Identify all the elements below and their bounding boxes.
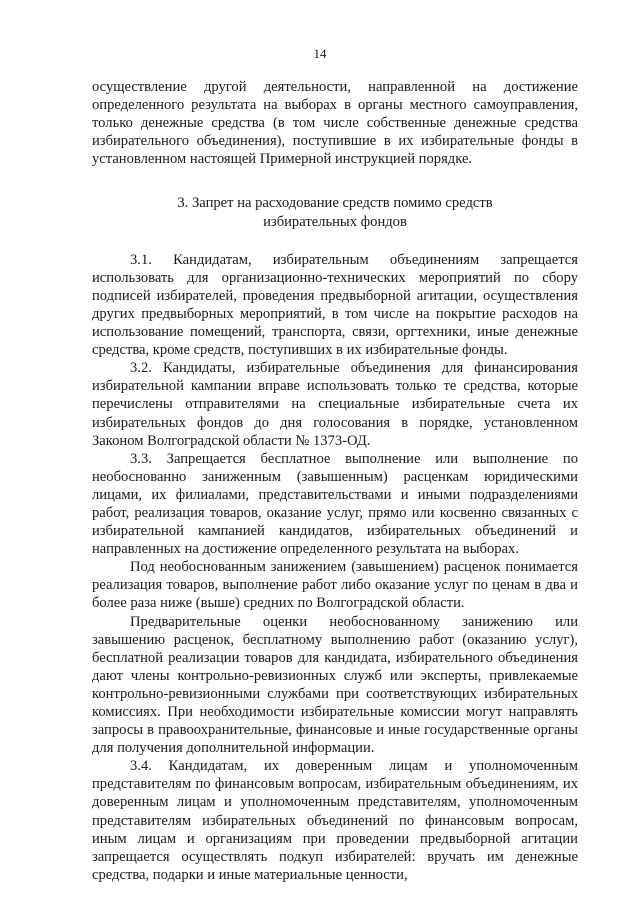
section-heading-line-2: избирательных фондов (263, 213, 407, 230)
paragraph-underpricing-definition: Под необоснованным занижением (завышением) расценок понимается реализация товаров, выполнение работ либо оказание услуг по ценам в два и более раза ниже (выше) средних по Волгоградской области. (92, 559, 578, 612)
paragraph-3-2: 3.2. Кандидаты, избирательные объединения для финансирования избирательной кампании вправе использовать только те средства, которые перечислены отправителями на специальные избирательные счета их избирательных фондов до дня голосования в порядке, установленном Законом Волгоградской области № 1373-ОД. (92, 360, 578, 449)
section-heading-line-1: 3. Запрет на расходование средств помимо средств (177, 195, 493, 212)
section-heading (92, 194, 578, 230)
paragraph-preliminary-assessment: Предварительные оценки необоснованному занижению или завышению расценок, бесплатному выполнению работ (оказанию услуг), бесплатной реализации товаров для кандидата, избирательного объединения дают члены контрольно-ревизионных служб или эксперты, привлекаемые контрольно-ревизионными службами при соответствующих избирательных комиссиях. При необходимости избирательные комиссии могут направлять запросы в правоохранительные, финансовые и иные государственные органы для получения дополнительной информации. (92, 613, 578, 757)
paragraph-3-1: 3.1. Кандидатам, избирательным объединениям запрещается использовать для организационно-технических мероприятий по сбору подписей избирателей, проведения предвыборной агитации, осуществления других предвыборных мероприятий, в том числе на покрытие расходов на использование помещений, транспорта, связи, оргтехники, иные денежные средства, кроме средств, поступивших в их избирательные фонды. (92, 251, 578, 359)
document-body (92, 78, 578, 884)
paragraph-3-4: 3.4. Кандидатам, их доверенным лицам и уполномоченным представителям по финансовым вопросам, избирательным объединениям, их доверенным лицам и уполномоченным представителям, уполномоченным представителям избирательных объединений по финансовым вопросам, иным лицам и организациям при проведении предвыборной агитации запрещается осуществлять подкуп избирателей: вручать им денежные средства, подарки и иные материальные ценности, (92, 758, 578, 883)
page-number: 14 (313, 46, 327, 61)
paragraph-3-3: 3.3. Запрещается бесплатное выполнение или выполнение по необоснованно заниженным (завышенным) расценкам юридическими лицами, их филиалами, представительствами и иными подразделениями работ, реализация товаров, оказание услуг, прямо или косвенно связанных с избирательной кампанией кандидатов, избирательных объединений и направленных на достижение определенного результата на выборах. (92, 450, 578, 558)
opening-paragraph: осуществление другой деятельности, направленной на достижение определенного результата на выборах в органы местного самоуправления, только денежные средства (в том числе собственные денежные средства избирательного объединения), поступившие в их избирательные фонды в установленном настоящей Примерной инструкцией порядке. (92, 79, 578, 168)
